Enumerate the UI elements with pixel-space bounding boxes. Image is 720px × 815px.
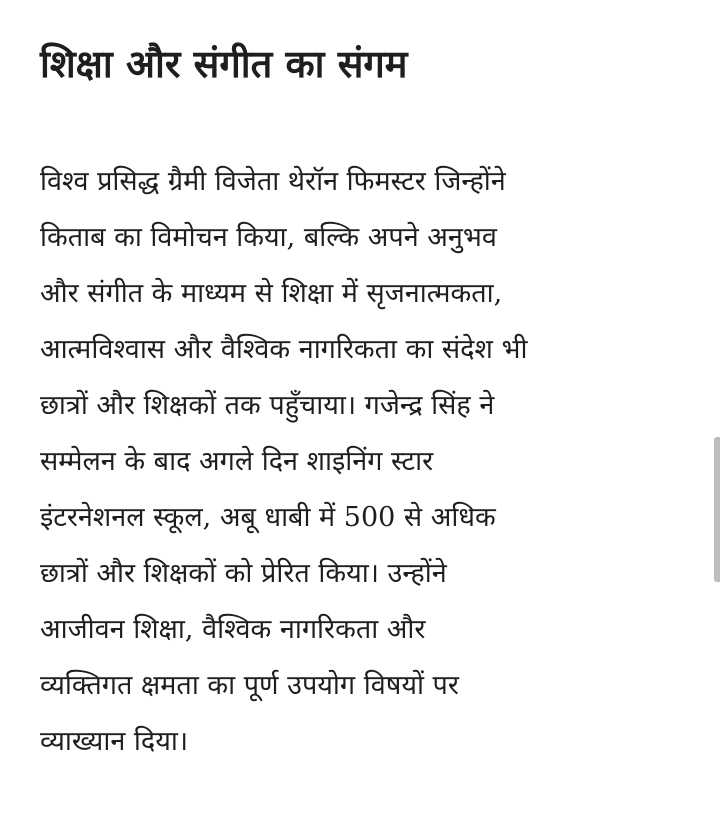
body-line: इंटरनेशनल स्कूल, अबू धाबी में 500 से अधिक	[40, 502, 496, 533]
body-line: किताब का विमोचन किया, बल्कि अपने अनुभव	[40, 222, 497, 253]
article	[40, 36, 690, 757]
body-line: विश्व प्रसिद्ध ग्रैमी विजेता थेरॉन फिमस्टर जिन्होंने	[40, 166, 506, 197]
body-line: छात्रों और शिक्षकों तक पहुँचाया। गजेन्द्र सिंह ने	[40, 390, 495, 421]
article-body	[40, 154, 700, 770]
body-line: आत्मविश्वास और वैश्विक नागरिकता का संदेश भी	[40, 334, 528, 365]
body-line: व्याख्यान दिया।	[40, 726, 189, 757]
body-line: छात्रों और शिक्षकों को प्रेरित किया। उन्होंने	[40, 558, 447, 589]
body-line: व्यक्तिगत क्षमता का पूर्ण उपयोग विषयों पर	[40, 670, 459, 701]
scrollbar[interactable]	[714, 437, 720, 582]
body-line: सम्मेलन के बाद अगले दिन शाइनिंग स्टार	[40, 446, 434, 477]
body-line: और संगीत के माध्यम से शिक्षा में सृजनात्मकता,	[40, 278, 503, 309]
body-line: आजीवन शिक्षा, वैश्विक नागरिकता और	[40, 614, 426, 645]
article-headline: शिक्षा और संगीत का संगम	[40, 41, 408, 86]
